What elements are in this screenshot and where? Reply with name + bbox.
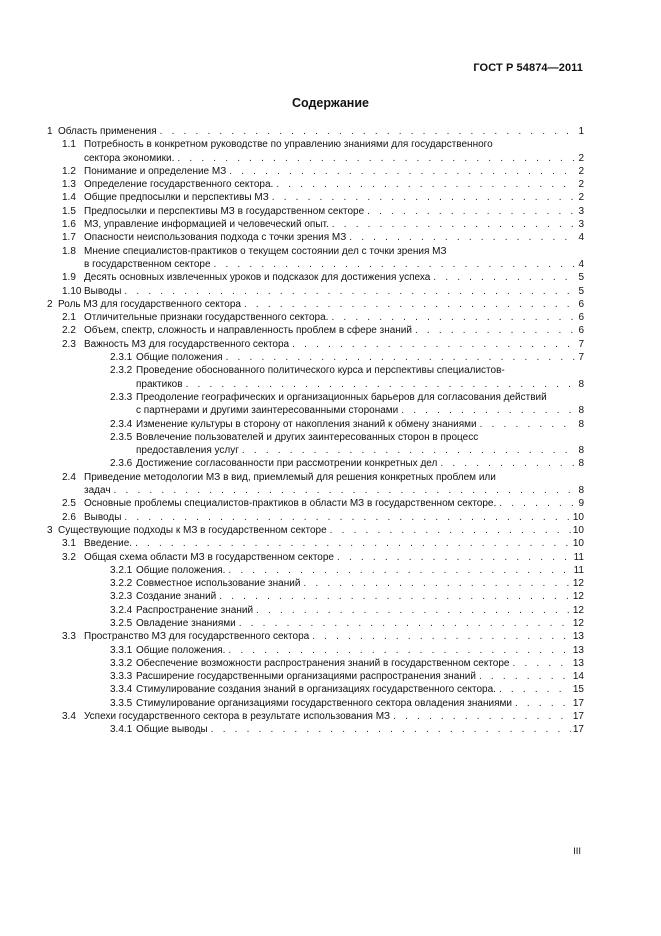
toc-dot-leader <box>272 191 577 204</box>
toc-entry-title: Расширение государственными организациями распространения знаний <box>136 671 476 683</box>
toc-entry-title: Пространство МЗ для государственного сектора <box>84 631 310 643</box>
toc-page-number: 1 <box>578 126 584 137</box>
toc-dot-leader <box>479 670 571 683</box>
toc-entry[interactable] <box>47 511 584 524</box>
toc-entry-number: 2.6 <box>62 511 76 523</box>
toc-dot-leader <box>177 152 576 165</box>
toc-entry-number: 2.3.5 <box>110 431 133 443</box>
toc-entry-title: Понимание и определение МЗ <box>84 165 227 177</box>
toc-page-number: 11 <box>573 564 584 576</box>
toc-entry[interactable] <box>47 590 584 603</box>
toc-entry-title: сектора экономики. <box>84 152 175 164</box>
toc-dot-leader <box>330 524 571 537</box>
toc-page-number: 4 <box>578 258 584 270</box>
toc-page-number: 14 <box>572 671 584 683</box>
toc-entry-title: Распространение знаний <box>136 604 254 616</box>
toc-entry-title: Стимулирование создания знаний в организациях государственного сектора. <box>136 684 496 696</box>
toc-entry-title: Стимулирование организациями государственного сектора овладения знаниями <box>136 697 512 709</box>
toc-dot-leader <box>312 630 571 643</box>
toc-page-number: 12 <box>572 591 584 603</box>
toc-page-number: 12 <box>572 617 584 629</box>
toc-entry-text-line: Вовлечение пользователей и других заинтересованных сторон в процесс <box>136 431 479 443</box>
toc-dot-leader <box>239 617 571 630</box>
toc-page-number: 17 <box>572 697 584 709</box>
toc-entry-number: 3 <box>47 524 53 536</box>
toc-entry-number: 2.3.2 <box>110 365 133 377</box>
toc-entry[interactable] <box>47 245 584 272</box>
toc-page-number: 17 <box>572 711 584 723</box>
toc-page-number: 10 <box>572 524 584 536</box>
toc-entry-number: 2.3.6 <box>110 458 133 470</box>
toc-dot-leader <box>513 657 571 670</box>
toc-dot-leader <box>256 604 571 617</box>
toc-page-number: 6 <box>578 325 584 337</box>
toc-entry[interactable] <box>47 338 584 351</box>
toc-entry-number: 3.3.1 <box>110 644 133 656</box>
toc-entry-number: 3.3.4 <box>110 684 133 696</box>
toc-entry[interactable] <box>47 191 584 204</box>
toc-entry[interactable] <box>47 697 584 710</box>
toc-entry[interactable] <box>47 644 584 657</box>
toc-entry[interactable] <box>47 271 584 284</box>
toc-entry-title: Изменение культуры в сторону от накопления знаний к обмену знаниями <box>136 418 477 430</box>
toc-entry-number: 1.7 <box>62 232 76 244</box>
toc-page-number: 12 <box>572 604 584 616</box>
toc-page-number: 13 <box>572 631 584 643</box>
toc-entry-number: 3.3 <box>62 631 76 643</box>
toc-entry-text-line: Потребность в конкретном руководстве по управлению знаниями для государственного <box>84 139 493 151</box>
toc-page-number: 8 <box>578 378 584 390</box>
toc-entry-number: 2.4 <box>62 471 76 483</box>
toc-page-number: 5 <box>578 272 584 284</box>
toc-dot-leader <box>228 564 571 577</box>
toc-page-number: 6 <box>578 312 584 324</box>
toc-entry[interactable] <box>47 324 584 337</box>
toc-entry-number: 3.4 <box>62 711 76 723</box>
toc-entry[interactable] <box>47 285 584 298</box>
toc-dot-leader <box>211 723 571 736</box>
toc-entry[interactable] <box>47 710 584 723</box>
toc-dot-leader <box>433 271 576 284</box>
toc-entry-title: Общая схема области МЗ в государственном секторе <box>84 551 334 563</box>
toc-entry[interactable] <box>47 218 584 231</box>
toc-entry-title: Общие положения <box>136 352 223 364</box>
toc-entry-number: 2.3 <box>62 338 76 350</box>
toc-entry[interactable] <box>47 165 584 178</box>
toc-dot-leader <box>480 418 577 431</box>
toc-entry[interactable] <box>47 524 584 537</box>
toc-entry-number: 2 <box>47 298 53 310</box>
toc-entry[interactable] <box>47 471 584 498</box>
toc-entry[interactable] <box>47 457 584 470</box>
toc-entry-number: 2.1 <box>62 312 76 324</box>
toc-entry-number: 1.4 <box>62 192 76 204</box>
toc-page-number: 8 <box>578 418 584 430</box>
toc-page-number: 8 <box>578 445 584 457</box>
toc-dot-leader <box>160 125 577 138</box>
toc-entry-title: Общие предпосылки и перспективы МЗ <box>84 192 269 204</box>
toc-page-number: 4 <box>578 232 584 244</box>
toc-entry-number: 1.5 <box>62 205 76 217</box>
toc-dot-leader <box>349 231 576 244</box>
toc-entry-title: Выводы <box>84 511 122 523</box>
document-code: ГОСТ Р 54874—2011 <box>473 62 583 74</box>
toc-entry-title: Роль МЗ для государственного сектора <box>58 298 241 310</box>
toc-entry-title: Достижение согласованности при рассмотрении конкретных дел <box>136 458 438 470</box>
toc-entry-number: 3.1 <box>62 538 76 550</box>
toc-page-number: 8 <box>578 405 584 417</box>
toc-entry[interactable] <box>47 683 584 696</box>
toc-entry[interactable] <box>47 497 584 510</box>
toc-entry[interactable] <box>47 723 584 736</box>
toc-entry[interactable] <box>47 551 584 564</box>
toc-page-number: 2 <box>578 152 584 164</box>
toc-entry[interactable] <box>47 298 584 311</box>
toc-entry-number: 3.4.1 <box>110 724 133 736</box>
toc-entry-title: Важность МЗ для государственного сектора <box>84 338 290 350</box>
toc-entry-number: 1.1 <box>62 139 76 151</box>
toc-dot-leader <box>337 551 572 564</box>
toc-entry-text-line: Проведение обоснованного политического курса и перспективы специалистов- <box>136 365 505 377</box>
toc-entry-text-line: Преодоление географических и организационных барьеров для согласования действий <box>136 391 547 403</box>
toc-entry[interactable] <box>47 391 584 418</box>
toc-page-number: 11 <box>573 551 584 563</box>
toc-page-number: 10 <box>572 511 584 523</box>
toc-entry[interactable] <box>47 231 584 244</box>
toc-entry-title: в государственном секторе <box>84 258 211 270</box>
toc-entry-number: 1.3 <box>62 179 76 191</box>
toc-page-number: 6 <box>578 298 584 310</box>
toc-entry-text-line: Приведение методологии МЗ в вид, приемлемый для решения конкретных проблем или <box>84 471 496 483</box>
toc-dot-leader <box>499 683 571 696</box>
toc-entry[interactable] <box>47 364 584 391</box>
toc-entry-title: предоставления услуг <box>136 445 239 457</box>
toc-entry-number: 2.5 <box>62 498 76 510</box>
toc-entry[interactable] <box>47 577 584 590</box>
toc-page-number: 3 <box>578 205 584 217</box>
toc-page-number: 2 <box>578 192 584 204</box>
toc-entry[interactable] <box>47 657 584 670</box>
toc-entry-number: 1.10 <box>62 285 82 297</box>
toc-page-number: 12 <box>572 578 584 590</box>
toc-entry-number: 2.3.1 <box>110 352 133 364</box>
toc-dot-leader <box>244 298 576 311</box>
toc-dot-leader <box>515 697 571 710</box>
toc-entry[interactable] <box>47 564 584 577</box>
toc-page-number: 8 <box>578 458 584 470</box>
toc-dot-leader <box>124 511 570 524</box>
toc-entry-title: практиков <box>136 378 183 390</box>
toc-entry-title: Определение государственного сектора. <box>84 179 274 191</box>
toc-entry-title: Отличительные признаки государственного сектора. <box>84 312 329 324</box>
toc-entry-number: 3.2.4 <box>110 604 133 616</box>
toc-dot-leader <box>226 351 577 364</box>
toc-entry-title: Успехи государственного сектора в результате использования МЗ <box>84 711 391 723</box>
toc-page-number: 8 <box>578 485 584 497</box>
toc-page-number: 15 <box>572 684 584 696</box>
toc-entry-text-line: Мнение специалистов-практиков о текущем состоянии дел с точки зрения МЗ <box>84 245 447 257</box>
toc-entry-number: 1.8 <box>62 245 76 257</box>
toc-entry[interactable] <box>47 178 584 191</box>
toc-dot-leader <box>331 311 576 324</box>
toc-entry-number: 3.2.3 <box>110 591 133 603</box>
toc-dot-leader <box>219 590 571 603</box>
toc-entry-title: Десять основных извлеченных уроков и подсказок для достижения успеха <box>84 272 431 284</box>
toc-entry-number: 3.3.3 <box>110 671 133 683</box>
toc-entry[interactable] <box>47 418 584 431</box>
toc-page-number: 7 <box>578 352 584 364</box>
toc-entry-number: 1.2 <box>62 165 76 177</box>
toc-entry-title: Опасности неиспользования подхода с точки зрения МЗ <box>84 232 347 244</box>
toc-dot-leader <box>229 165 576 178</box>
toc-page-number: 13 <box>572 644 584 656</box>
toc-dot-leader <box>440 457 576 470</box>
toc-entry-title: Обеспечение возможности распространения знаний в государственном секторе <box>136 657 510 669</box>
toc-entry-number: 2.2 <box>62 325 76 337</box>
toc-entry-number: 3.2.5 <box>110 617 133 629</box>
toc-entry-number: 2.3.3 <box>110 391 133 403</box>
toc-entry[interactable] <box>47 617 584 630</box>
toc-page-number: 17 <box>572 724 584 736</box>
toc-entry-title: Совместное использование знаний <box>136 578 301 590</box>
toc-dot-leader <box>401 404 576 417</box>
toc-dot-leader <box>228 644 571 657</box>
toc-entry-title: Общие выводы <box>136 724 208 736</box>
toc-entry-title: Область применения <box>58 126 157 137</box>
toc-entry[interactable] <box>47 138 584 165</box>
toc-entry[interactable] <box>47 311 584 324</box>
toc-page-number: 3 <box>578 219 584 231</box>
toc-page-number: 2 <box>578 179 584 191</box>
toc-page-number: 13 <box>572 657 584 669</box>
toc-dot-leader <box>114 484 577 497</box>
toc-entry-title: Овладение знаниями <box>136 617 236 629</box>
toc-dot-leader <box>242 444 577 457</box>
toc-entry-title: Объем, спектр, сложность и направленность проблем в сфере знаний <box>84 325 412 337</box>
toc-entry-number: 1.6 <box>62 219 76 231</box>
toc-entry[interactable] <box>47 351 584 364</box>
toc-entry-title: Выводы <box>84 285 122 297</box>
toc-page-number: 10 <box>572 538 584 550</box>
toc-page-number: 7 <box>578 338 584 350</box>
page-number: III <box>573 846 581 857</box>
toc-dot-leader <box>393 710 571 723</box>
toc-entry[interactable] <box>47 205 584 218</box>
toc-title: Содержание <box>291 96 369 110</box>
toc-entry-title: задач <box>84 485 111 497</box>
toc-entry-number: 3.2.2 <box>110 578 133 590</box>
toc-entry-number: 2.3.4 <box>110 418 133 430</box>
toc-entry-title: Создание знаний <box>136 591 217 603</box>
toc-entry-title: МЗ, управление информацией и человеческий опыт. <box>84 219 329 231</box>
toc-entry-title: Существующие подходы к МЗ в государственном секторе <box>58 524 327 536</box>
toc-entry-title: Предпосылки и перспективы МЗ в государственном секторе <box>84 205 365 217</box>
toc-dot-leader <box>303 577 570 590</box>
toc-entry-number: 1 <box>47 126 53 137</box>
toc-entry-title: Основные проблемы специалистов-практиков в области МЗ в государственном секторе. <box>84 498 497 510</box>
toc-entry-number: 3.3.2 <box>110 657 133 669</box>
toc-entry[interactable] <box>47 630 584 643</box>
toc-dot-leader <box>499 497 576 510</box>
toc-page-number: 2 <box>578 165 584 177</box>
toc-entry-number: 3.2 <box>62 551 76 563</box>
toc-dot-leader <box>332 218 577 231</box>
toc-entry-title: Общие положения. <box>136 564 226 576</box>
toc-page-number: 9 <box>578 498 584 510</box>
toc-entry-number: 3.3.5 <box>110 697 133 709</box>
toc-entry[interactable] <box>47 604 584 617</box>
toc-entry-number: 3.2.1 <box>110 564 133 576</box>
table-of-contents <box>47 125 584 737</box>
toc-page-number: 5 <box>578 285 584 297</box>
toc-dot-leader <box>124 285 576 298</box>
toc-dot-leader <box>214 258 577 271</box>
toc-entry-title: Общие положения. <box>136 644 226 656</box>
toc-entry[interactable] <box>47 537 584 550</box>
toc-entry-title: Введение. <box>84 538 133 550</box>
toc-entry-title: с партнерами и другими заинтересованными сторонами <box>136 405 399 417</box>
toc-entry[interactable] <box>47 670 584 683</box>
toc-dot-leader <box>415 324 576 337</box>
toc-entry-number: 1.9 <box>62 272 76 284</box>
toc-entry[interactable] <box>47 125 584 138</box>
toc-dot-leader <box>186 378 577 391</box>
toc-dot-leader <box>367 205 576 218</box>
toc-entry[interactable] <box>47 431 584 458</box>
toc-dot-leader <box>276 178 576 191</box>
toc-dot-leader <box>292 338 576 351</box>
toc-dot-leader <box>135 537 571 550</box>
